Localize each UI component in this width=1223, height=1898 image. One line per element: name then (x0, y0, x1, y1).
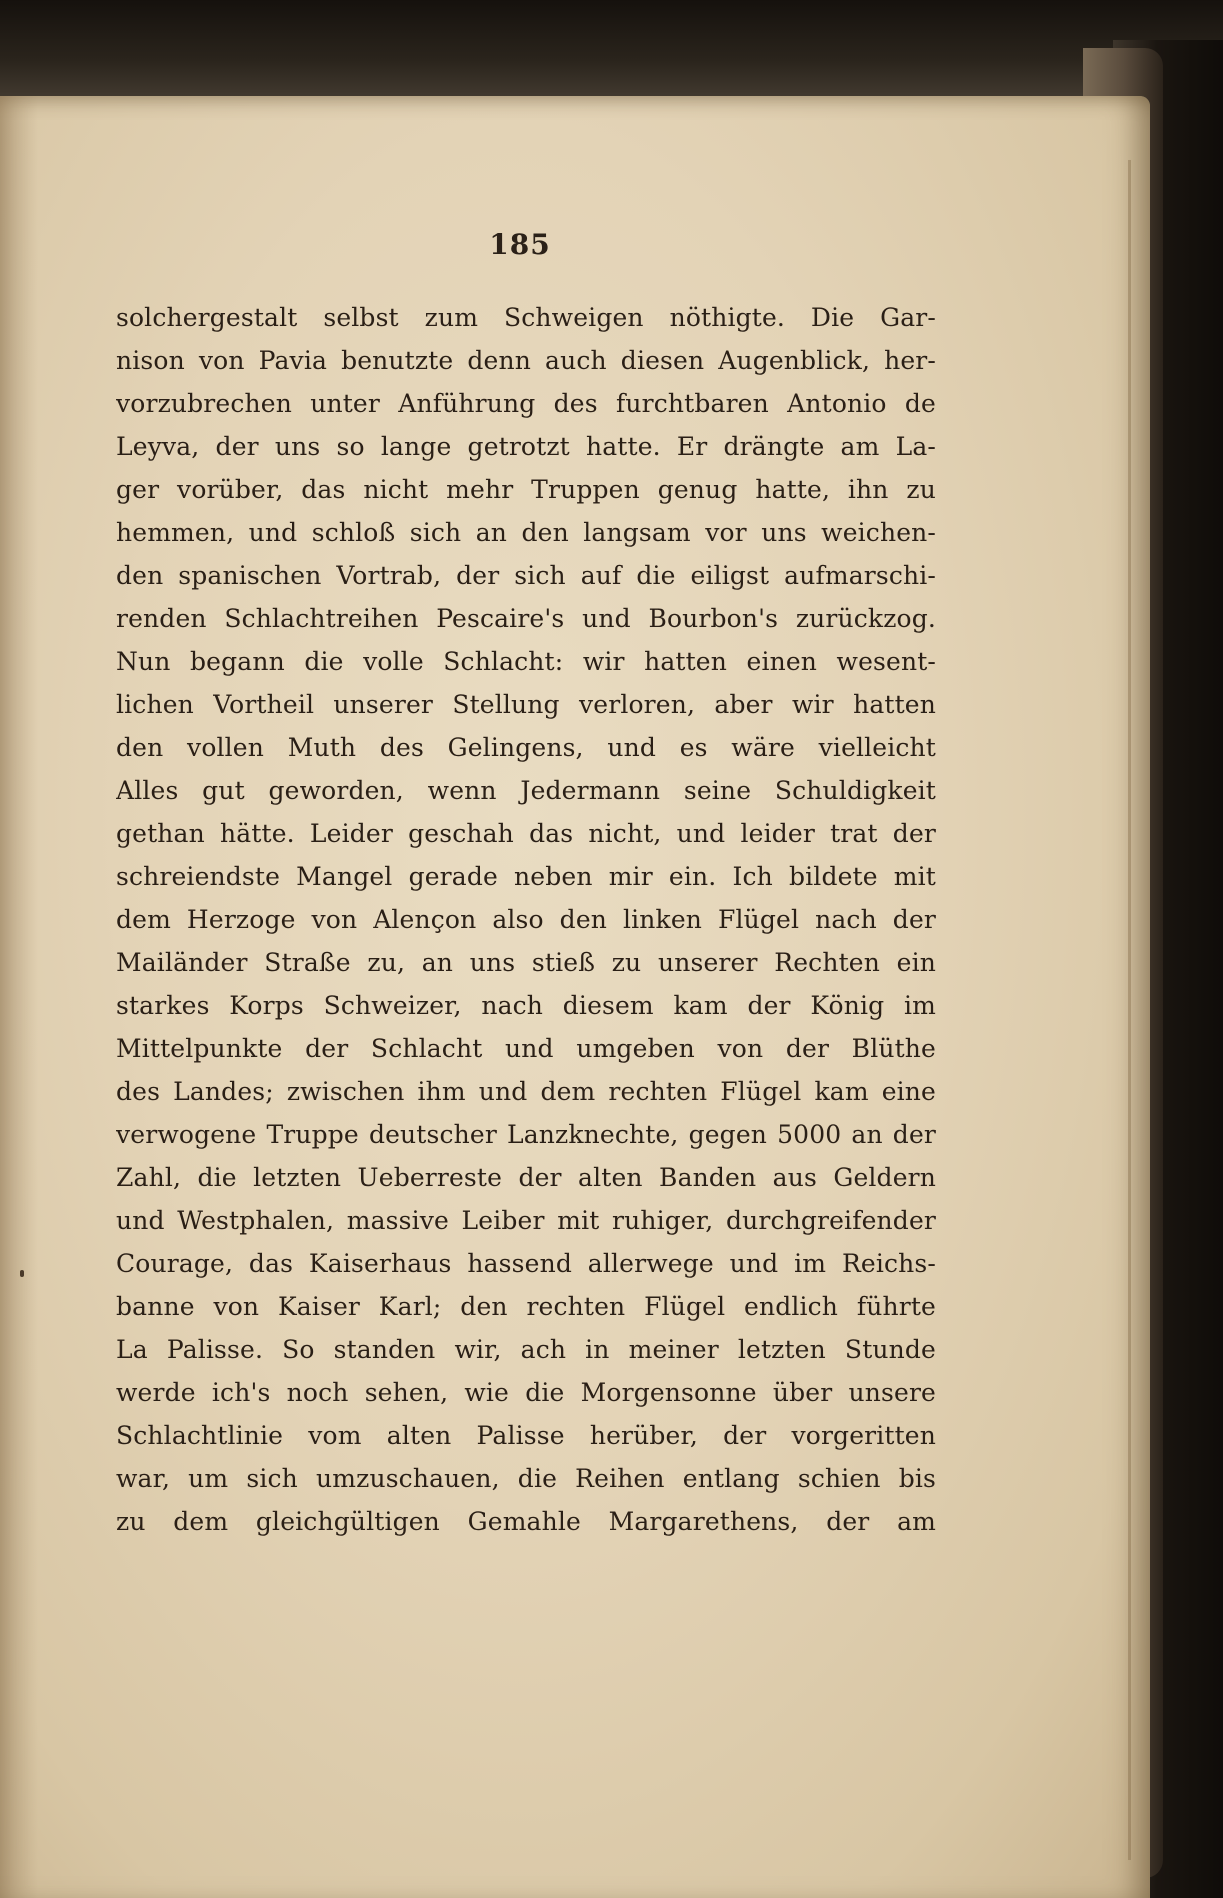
text-line: den spanischen Vortrab, der sich auf die eiligst aufmarschi- (116, 561, 936, 590)
text-line: Alles gut geworden, wenn Jedermann seine Schuldigkeit (116, 776, 936, 805)
body-text (116, 296, 936, 1543)
text-line: Schlachtlinie vom alten Palisse herüber, der vorgeritten (116, 1421, 936, 1450)
page-gutter-shadow (0, 96, 38, 1898)
text-line: Leyva, der uns so lange getrotzt hatte. Er drängte am La- (116, 432, 936, 461)
text-line: und Westphalen, massive Leiber mit ruhiger, durchgreifender (116, 1206, 936, 1235)
text-line: war, um sich umzuschauen, die Reihen entlang schien bis (116, 1464, 936, 1493)
text-line: solchergestalt selbst zum Schweigen nöthigte. Die Gar- (116, 303, 936, 332)
text-line: hemmen, und schloß sich an den langsam vor uns weichen- (116, 518, 936, 547)
book-cover-top (0, 0, 1223, 110)
text-line: nison von Pavia benutzte denn auch diesen Augenblick, her- (116, 346, 936, 375)
text-line: Nun begann die volle Schlacht: wir hatten einen wesent- (116, 647, 936, 676)
text-line: vorzubrechen unter Anführung des furchtbaren Antonio de (116, 389, 936, 418)
text-line: schreiendste Mangel gerade neben mir ein. Ich bildete mit (116, 862, 936, 891)
text-line: des Landes; zwischen ihm und dem rechten Flügel kam eine (116, 1077, 936, 1106)
text-line: Mittelpunkte der Schlacht und umgeben von der Blüthe (116, 1034, 936, 1063)
text-line: starkes Korps Schweizer, nach diesem kam der König im (116, 991, 936, 1020)
text-line: Zahl, die letzten Ueberreste der alten Banden aus Geldern (116, 1163, 936, 1192)
text-line: renden Schlachtreihen Pescaire's und Bourbon's zurückzog. (116, 604, 936, 633)
text-line: Mailänder Straße zu, an uns stieß zu unserer Rechten ein (116, 948, 936, 977)
paper-speck (20, 1270, 24, 1277)
page-number: 185 (489, 228, 551, 261)
text-line: verwogene Truppe deutscher Lanzknechte, gegen 5000 an der (116, 1120, 936, 1149)
text-line: dem Herzoge von Alençon also den linken Flügel nach der (116, 905, 936, 934)
text-line: banne von Kaiser Karl; den rechten Flügel endlich führte (116, 1292, 936, 1321)
text-line: ger vorüber, das nicht mehr Truppen genug hatte, ihn zu (116, 475, 936, 504)
text-line: den vollen Muth des Gelingens, und es wäre vielleicht (116, 733, 936, 762)
text-line: gethan hätte. Leider geschah das nicht, und leider trat der (116, 819, 936, 848)
text-line: Courage, das Kaiserhaus hassend allerwege und im Reichs- (116, 1249, 936, 1278)
text-line: werde ich's noch sehen, wie die Morgensonne über unsere (116, 1378, 936, 1407)
text-line: lichen Vortheil unserer Stellung verloren, aber wir hatten (116, 690, 936, 719)
page-edge (1128, 160, 1131, 1860)
text-line: zu dem gleichgültigen Gemahle Margarethens, der am (116, 1507, 936, 1536)
text-line: La Palisse. So standen wir, ach in meiner letzten Stunde (116, 1335, 936, 1364)
